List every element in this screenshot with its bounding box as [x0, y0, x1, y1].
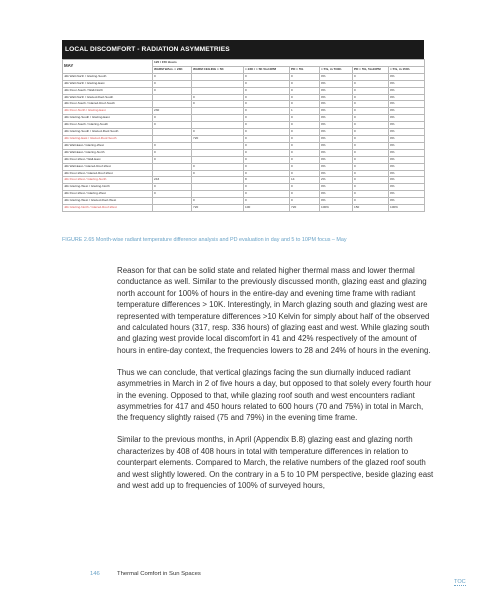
table-cell: 0%	[389, 198, 425, 205]
table-cell: 0%	[320, 115, 353, 122]
figure-number: FIGURE 2.65	[62, 237, 95, 243]
table-cell: 0%	[320, 87, 353, 94]
table-cell: 720	[192, 205, 244, 212]
table-cell: 0	[290, 142, 320, 149]
table-cell: 0	[244, 73, 290, 80]
table-cell: 0	[244, 122, 290, 129]
table-cell: 0	[290, 122, 320, 129]
table-cell: 0%	[389, 94, 425, 101]
table-cell: 0%	[320, 135, 353, 142]
table-cell: 0%	[320, 129, 353, 136]
table-cell: 0%	[320, 94, 353, 101]
table-cell: 0	[244, 101, 290, 108]
table-cell: 0	[353, 122, 389, 129]
row-label: Jdk Glazing-West / Glazed-Roof-West	[63, 198, 153, 205]
row-label: Jdk Wall-North / Glazing-South	[63, 73, 153, 80]
table-cell: 0	[353, 177, 389, 184]
table-cell: 720	[290, 205, 320, 212]
row-label: Jdk Floor-West / Glazed-Roof-West	[63, 170, 153, 177]
table-cell: 2%	[320, 177, 353, 184]
table-row	[63, 177, 425, 184]
row-label: Jdk Wall-North / Glazed-Roof-South	[63, 94, 153, 101]
column-header: WARM WALL > 23K	[153, 66, 192, 73]
row-label: Jdk Glazing-West / Glazing-North	[63, 184, 153, 191]
table-cell: 100%	[320, 205, 353, 212]
row-label: Jdk Wall-East / Glazing-North	[63, 149, 153, 156]
table-cell	[192, 80, 244, 87]
table-cell: 0	[244, 191, 290, 198]
table-cell: 0%	[389, 191, 425, 198]
table-cell	[192, 184, 244, 191]
column-header: > 23K / > 5K 5to10PM	[244, 66, 290, 73]
table-cell	[153, 135, 192, 142]
table-cell: 0	[244, 149, 290, 156]
table-cell: 1	[290, 108, 320, 115]
table-cell: 0	[153, 122, 192, 129]
table-cell: 0	[244, 163, 290, 170]
hours-label: 120 / 150 Hours	[153, 60, 425, 67]
table-cell: 0%	[320, 156, 353, 163]
table-cell: 0	[153, 191, 192, 198]
table-title: LOCAL DISCOMFORT - RADIATION ASYMMETRIES	[62, 40, 424, 59]
table-cell: 0%	[320, 142, 353, 149]
row-label: Jdk Floor-North / Glazing-East	[63, 108, 153, 115]
table-cell: 0	[290, 94, 320, 101]
row-label: Jdk Wall-East / Glazed-Roof-West	[63, 163, 153, 170]
body-text	[117, 265, 435, 502]
running-title: Thermal Comfort in Sun Spaces	[117, 571, 201, 577]
table-cell: 150	[353, 205, 389, 212]
table-cell: 0	[353, 87, 389, 94]
table-cell: 0	[244, 87, 290, 94]
table-cell	[153, 101, 192, 108]
table-cell: 0	[290, 135, 320, 142]
row-label: Jdk Wall-North / Glazing-East	[63, 80, 153, 87]
table-cell	[153, 129, 192, 136]
table-cell: 0	[192, 198, 244, 205]
table-cell: 0	[290, 73, 320, 80]
table-row	[63, 205, 425, 212]
table-cell: 0	[153, 149, 192, 156]
table-cell	[153, 170, 192, 177]
table-cell: 0	[192, 94, 244, 101]
row-label: Jdk Floor-West / Glazing-North	[63, 177, 153, 184]
row-label: Jdk Floor-West / Glazing-West	[63, 191, 153, 198]
table-cell: 0%	[320, 73, 353, 80]
row-label: Jdk Floor-South / Glazed-Roof-South	[63, 101, 153, 108]
table-cell: 0	[353, 94, 389, 101]
table-cell: 0	[353, 115, 389, 122]
table-cell	[192, 177, 244, 184]
table-body	[63, 73, 425, 211]
table-cell: 0	[353, 135, 389, 142]
figure-caption	[62, 237, 432, 243]
table-cell: 0%	[389, 163, 425, 170]
table-cell: 0	[353, 108, 389, 115]
table-cell: 0	[353, 191, 389, 198]
table-cell: 14	[290, 177, 320, 184]
table-cell: 0%	[389, 101, 425, 108]
table-row	[63, 122, 425, 129]
table-cell: 720	[192, 135, 244, 142]
table-row	[63, 80, 425, 87]
table-cell: 0	[192, 129, 244, 136]
table-cell	[153, 198, 192, 205]
table-row	[63, 87, 425, 94]
table-cell: 0	[353, 198, 389, 205]
table-cell	[192, 142, 244, 149]
table-cell: 0%	[320, 122, 353, 129]
table-cell	[153, 94, 192, 101]
table-cell: 0	[290, 80, 320, 87]
table-cell: 0	[244, 80, 290, 87]
table-cell: 0%	[320, 80, 353, 87]
table-row	[63, 142, 425, 149]
table-row	[63, 184, 425, 191]
table-cell: 0	[192, 163, 244, 170]
table-cell: 243	[153, 177, 192, 184]
table-cell: 0	[244, 129, 290, 136]
table-cell: 0	[244, 135, 290, 142]
table-cell: 0	[353, 184, 389, 191]
table-cell: 0	[244, 108, 290, 115]
page-number: 146	[90, 571, 100, 577]
table-cell: 0%	[389, 129, 425, 136]
table-row	[63, 108, 425, 115]
table-cell: 0	[244, 142, 290, 149]
table-row	[63, 94, 425, 101]
table-cell: 0	[153, 142, 192, 149]
table-cell: 0	[244, 184, 290, 191]
table-cell: 0	[353, 149, 389, 156]
table-cell: 0%	[389, 135, 425, 142]
column-header: PD > 5%	[290, 66, 320, 73]
table-cell	[153, 163, 192, 170]
table-cell	[192, 115, 244, 122]
table-cell: 0%	[389, 115, 425, 122]
row-label: Jdk Wall-East / Glazing-West	[63, 142, 153, 149]
table-row	[63, 170, 425, 177]
table-cell: 0	[353, 156, 389, 163]
table-row	[63, 198, 425, 205]
table-cell	[192, 122, 244, 129]
table-cell: 0	[290, 163, 320, 170]
table-cell	[192, 191, 244, 198]
row-label: Jdk Glazing-South / Glazing-East	[63, 115, 153, 122]
table-cell: 0	[290, 156, 320, 163]
table-cell: 0%	[320, 198, 353, 205]
table-cell: 0%	[389, 142, 425, 149]
table-cell: 8	[244, 177, 290, 184]
table-cell: 0	[290, 149, 320, 156]
table-cell: 0	[353, 101, 389, 108]
table-cell: 0	[290, 191, 320, 198]
table-row	[63, 149, 425, 156]
month-label: MAY	[63, 60, 153, 74]
table-cell: 100%	[389, 205, 425, 212]
table-cell: 0	[244, 170, 290, 177]
table-cell: 0	[153, 156, 192, 163]
table-cell: 0	[290, 101, 320, 108]
row-label: Jdk Glazing-South / Glazed-Roof-South	[63, 129, 153, 136]
paragraph: Thus we can conclude, that vertical glazings facing the sun diurnally induced radiant asymmetries in March in 2 of five hours a day, but opposed to that solely every fourth hour in the evening. Opposed to that, while glazing roof south and west encounters radiant asymmetries for 417 and 450 hours related to 600 hours (70 and 75%) in total in March, the frequency slightly raised (75 and 79%) in the evening time frame.	[117, 367, 432, 423]
table-cell: 0%	[320, 108, 353, 115]
table-cell: 0%	[320, 184, 353, 191]
table-cell: 0%	[389, 177, 425, 184]
table-cell	[192, 149, 244, 156]
table-cell: 0	[353, 80, 389, 87]
radiation-asymmetry-table	[62, 40, 424, 212]
table-row	[63, 73, 425, 80]
table-cell: 0%	[389, 170, 425, 177]
toc-link[interactable]: TOC	[454, 579, 466, 585]
table-cell: 0%	[389, 87, 425, 94]
table-cell: 100	[244, 205, 290, 212]
table-cell: 0%	[389, 108, 425, 115]
table-cell: 0	[353, 73, 389, 80]
table-cell: 0	[290, 115, 320, 122]
hours-row	[63, 60, 425, 67]
table-row	[63, 101, 425, 108]
table-cell: 0%	[320, 101, 353, 108]
table-cell	[192, 87, 244, 94]
table-cell: 0	[244, 115, 290, 122]
row-label: Jdk Floor-South / Glazing-South	[63, 122, 153, 129]
table-cell: 0	[192, 170, 244, 177]
table-row	[63, 191, 425, 198]
table-cell: 0	[244, 94, 290, 101]
table-row	[63, 129, 425, 136]
table-cell: 0	[244, 198, 290, 205]
table-cell: 0	[290, 87, 320, 94]
table-cell: 0	[153, 87, 192, 94]
table-row	[63, 156, 425, 163]
table-cell: 0%	[320, 170, 353, 177]
table-cell: 0%	[320, 149, 353, 156]
table-cell: 0	[192, 101, 244, 108]
table-cell: 0	[290, 198, 320, 205]
table-cell: 0%	[389, 73, 425, 80]
table-cell: 0%	[320, 163, 353, 170]
caption-text: Month-wise radiant temperature difference analysis and PD evaluation in day and 5 to 10PM focus – May	[95, 237, 347, 243]
table-cell: 0	[290, 184, 320, 191]
table-cell: 0%	[389, 156, 425, 163]
table-cell: 0%	[389, 80, 425, 87]
table-cell: 0	[153, 184, 192, 191]
row-label: Jdk Floor-West / Wall-East	[63, 156, 153, 163]
table-cell: 0%	[389, 122, 425, 129]
table-cell	[192, 108, 244, 115]
table-cell: 0	[153, 80, 192, 87]
paragraph: Reason for that can be solid state and related higher thermal mass and lower thermal conductance as well. Similar to the previously discussed month, glazing east and glazing north account for 100% of hours in the entire-day and evening time frame with radiant temperature differences > 10K. Interestingly, in March glazing south and glazing west are represented with temperature differences >10 Kelvin for simply about half of the observed and calculated hours (317, resp. 336 hours) of glazing east and west. While glazing south and glazing west provide local discomfort in 41 and 42% respectively of the amount of hours in entire-day context, the frequencies lowers to 28 and 24% of hours in the evening.	[117, 266, 431, 355]
table-cell: 0	[244, 156, 290, 163]
table-cell: 0	[153, 115, 192, 122]
table-cell: 0	[353, 163, 389, 170]
table-cell	[192, 156, 244, 163]
row-label: Jdk Glazing-North / Glazed-Roof-West	[63, 205, 153, 212]
table-cell: 0	[353, 129, 389, 136]
data-grid	[62, 59, 425, 212]
table-cell: 0	[353, 142, 389, 149]
table-cell: 230	[153, 108, 192, 115]
table-row	[63, 163, 425, 170]
table-cell: 0%	[389, 184, 425, 191]
table-cell: 0	[290, 129, 320, 136]
table-row	[63, 115, 425, 122]
column-header: > 5%, in 7/30h	[320, 66, 353, 73]
table-cell: 0	[290, 170, 320, 177]
table-row	[63, 135, 425, 142]
table-cell	[192, 73, 244, 80]
column-header: > 5%, in 150h	[389, 66, 425, 73]
table-cell: 0%	[389, 149, 425, 156]
table-cell: 0	[153, 73, 192, 80]
column-header: WARM CEILING > 5K	[192, 66, 244, 73]
table-cell: 0%	[320, 191, 353, 198]
column-header: PD > 5%, 5to10PM	[353, 66, 389, 73]
row-label: Jdk Glazing-East / Glazed-Roof-South	[63, 135, 153, 142]
paragraph: Similar to the previous months, in April (Appendix B.8) glazing east and glazing north characterizes by 408 of 408 hours in total with temperature differences in relation to counterpart elements. Compared to March, the relative numbers of the glazed roof south and west slightly lowered. On the contrary in a 5 to 10 PM perspective, beside glazing east and west add up to frequencies of 100% of surveyed hours,	[117, 435, 434, 491]
table-cell	[153, 205, 192, 212]
table-cell: 0	[353, 170, 389, 177]
row-label: Jdk Floor-South / Wall-North	[63, 87, 153, 94]
